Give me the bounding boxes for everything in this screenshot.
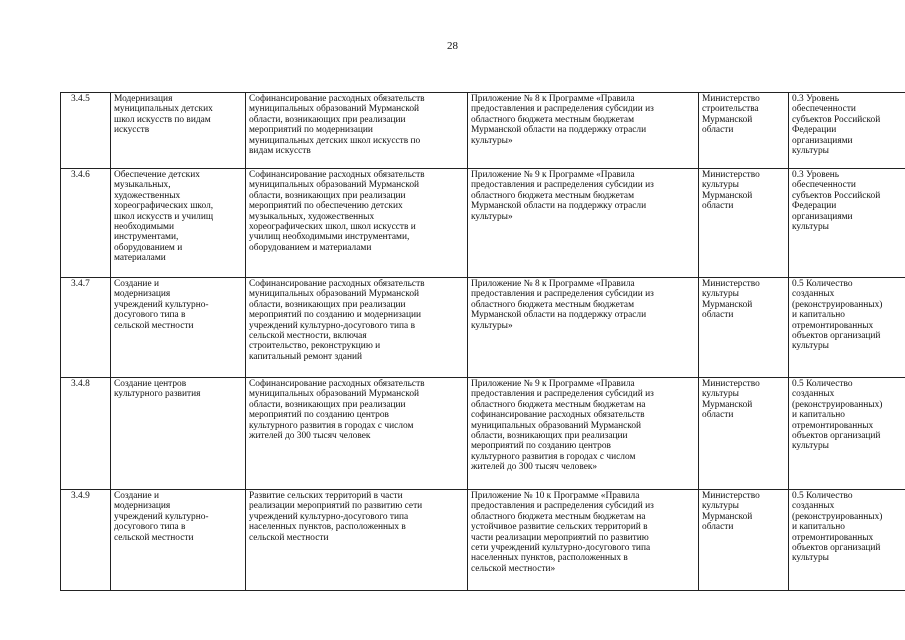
- page-number: 28: [447, 40, 458, 52]
- responsible-executor-cell: Министерство культуры Мурманской области: [699, 169, 789, 278]
- table-row: [61, 378, 905, 490]
- measure-description-cell: Софинансирование расходных обязательств муниципальных образований Мурманской области, возникающих при реализации мероприятий по модернизации муниципальных детских школ искусств по видам искусств: [246, 93, 468, 169]
- responsible-executor-cell: Министерство культуры Мурманской области: [699, 278, 789, 378]
- measure-description-cell: Софинансирование расходных обязательств муниципальных образований Мурманской области, возникающих при реализации мероприятий по созданию центров культурного развития в городах с числом жителей до 300 тысяч человек: [246, 378, 468, 490]
- indicator-cell: 0.5 Количество созданных (реконструированных) и капитально отремонтированных объектов организаций культуры: [789, 378, 905, 490]
- row-number-cell: 3.4.7: [61, 278, 111, 378]
- measure-name-cell: Обеспечение детских музыкальных, художественных хореографических школ, школ искусств и училищ необходимыми инструментами, оборудованием и материалами: [111, 169, 246, 278]
- measure-description-cell: Софинансирование расходных обязательств муниципальных образований Мурманской области, возникающих при реализации мероприятий по созданию и модернизации учреждений культурно-досугового типа в сельской местности, включая строительство, реконструкцию и капитальный ремонт зданий: [246, 278, 468, 378]
- indicator-cell: 0.5 Количество созданных (реконструированных) и капитально отремонтированных объектов организаций культуры: [789, 490, 905, 591]
- indicator-cell: 0.5 Количество созданных (реконструированных) и капитально отремонтированных объектов организаций культуры: [789, 278, 905, 378]
- measure-name-cell: Создание и модернизация учреждений культурно- досугового типа в сельской местности: [111, 490, 246, 591]
- table-row: [61, 169, 905, 278]
- responsible-executor-cell: Министерство культуры Мурманской области: [699, 378, 789, 490]
- table-row: [61, 93, 905, 169]
- responsible-executor-cell: Министерство строительства Мурманской области: [699, 93, 789, 169]
- appendix-reference-cell: Приложение № 9 к Программе «Правила предоставления и распределения субсидий из областного бюджета местным бюджетам на софинансирование расходных обязательств муниципальных образований Мурманской области, возникающих при реализации мероприятий по созданию центров культурного развития в городах с числом жителей до 300 тысяч человек»: [468, 378, 699, 490]
- responsible-executor-cell: Министерство культуры Мурманской области: [699, 490, 789, 591]
- appendix-reference-cell: Приложение № 10 к Программе «Правила предоставления и распределения субсидий из областного бюджета местным бюджетам на устойчивое развитие сельских территорий в части реализации мероприятий по развитию сети учреждений культурно-досугового типа населенных пунктов, расположенных в сельской местности»: [468, 490, 699, 591]
- table-row: [61, 278, 905, 378]
- indicator-cell: 0.3 Уровень обеспеченности субъектов Российской Федерации организациями культуры: [789, 93, 905, 169]
- appendix-reference-cell: Приложение № 9 к Программе «Правила предоставления и распределения субсидии из областного бюджета местным бюджетам Мурманской области на поддержку отрасли культуры»: [468, 169, 699, 278]
- measure-description-cell: Софинансирование расходных обязательств муниципальных образований Мурманской области, возникающих при реализации мероприятий по обеспечению детских музыкальных, художественных хореографических школ, школ искусств и училищ необходимыми инструментами, оборудованием и материалами: [246, 169, 468, 278]
- row-number-cell: 3.4.9: [61, 490, 111, 591]
- measure-name-cell: Создание и модернизация учреждений культурно- досугового типа в сельской местности: [111, 278, 246, 378]
- measure-name-cell: Создание центров культурного развития: [111, 378, 246, 490]
- program-measures-table: [60, 92, 905, 591]
- indicator-cell: 0.3 Уровень обеспеченности субъектов Российской Федерации организациями культуры: [789, 169, 905, 278]
- measure-description-cell: Развитие сельских территорий в части реализации мероприятий по развитию сети учреждений культурно-досугового типа населенных пунктов, расположенных в сельской местности: [246, 490, 468, 591]
- appendix-reference-cell: Приложение № 8 к Программе «Правила предоставления и распределения субсидии из областного бюджета местным бюджетам Мурманской области на поддержку отрасли культуры»: [468, 278, 699, 378]
- table-row: [61, 490, 905, 591]
- measure-name-cell: Модернизация муниципальных детских школ искусств по видам искусств: [111, 93, 246, 169]
- row-number-cell: 3.4.8: [61, 378, 111, 490]
- row-number-cell: 3.4.5: [61, 93, 111, 169]
- row-number-cell: 3.4.6: [61, 169, 111, 278]
- appendix-reference-cell: Приложение № 8 к Программе «Правила предоставления и распределения субсидии из областного бюджета местным бюджетам Мурманской области на поддержку отрасли культуры»: [468, 93, 699, 169]
